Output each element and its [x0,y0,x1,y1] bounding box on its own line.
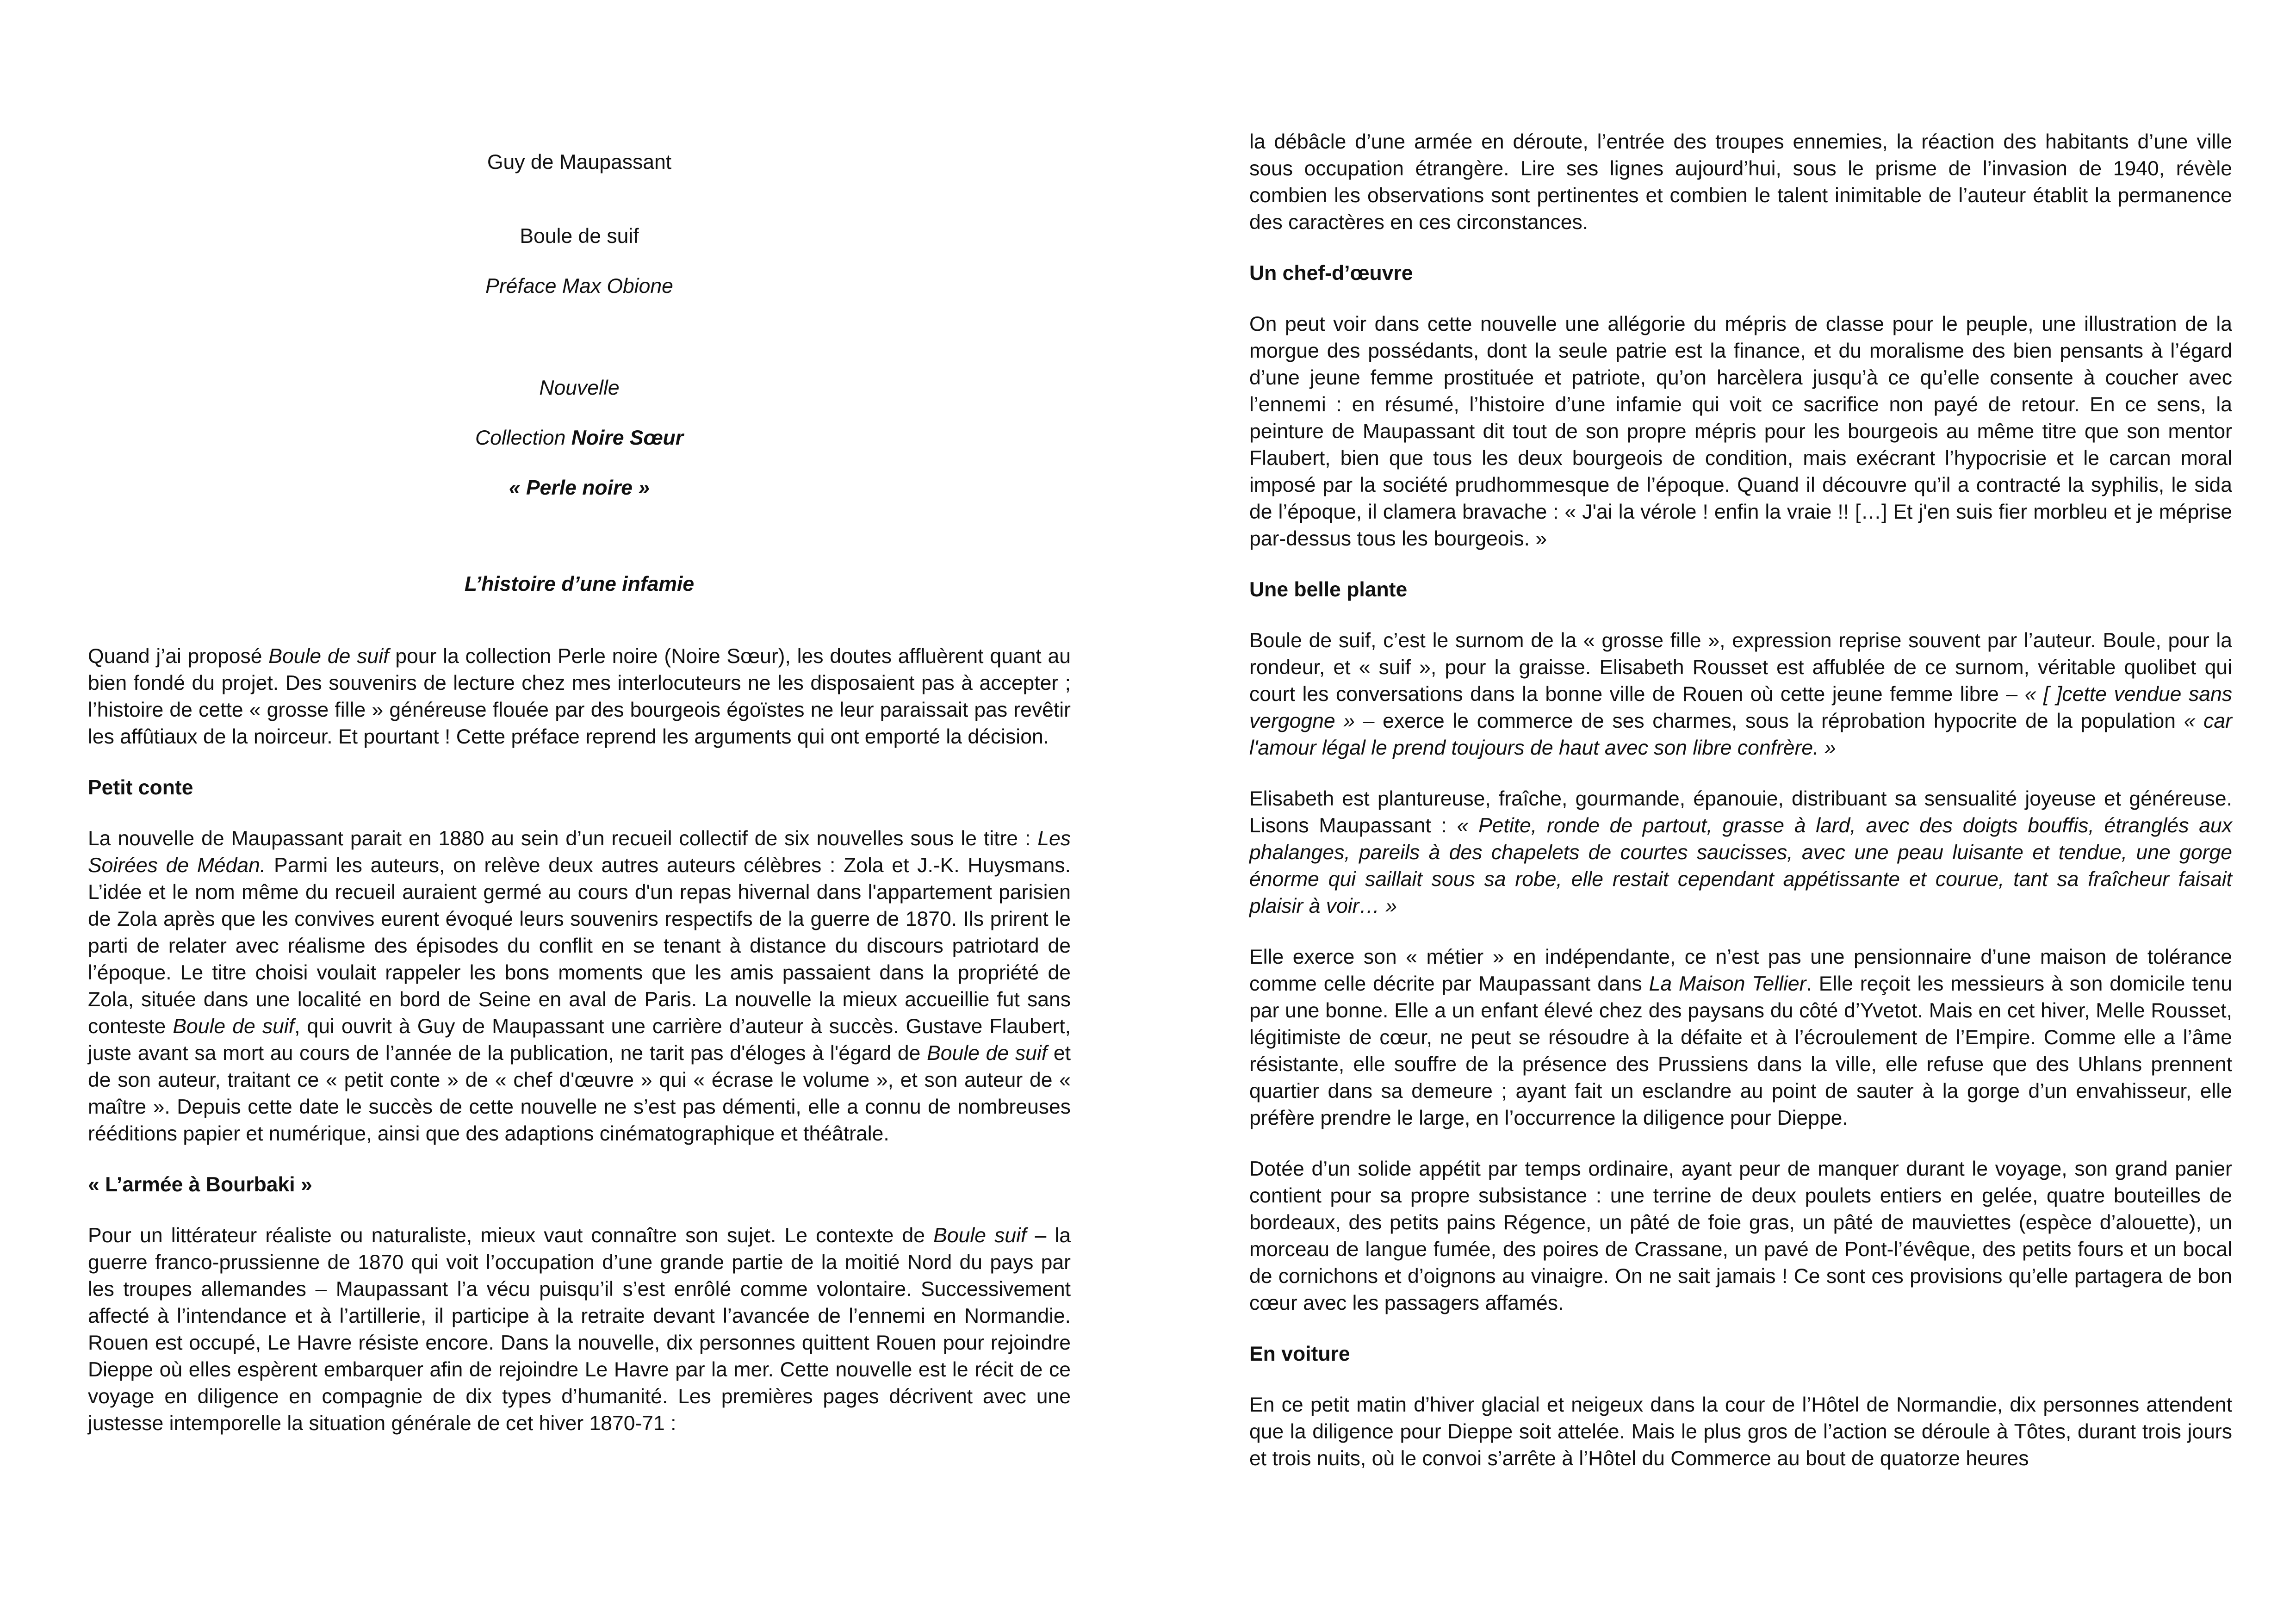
belle-plante-paragraph-1: Boule de suif, c’est le surnom de la « grosse fille », expression reprise souvent par l’auteur. Boule, pour la rondeur, et « suif », pour la graisse. Elisabeth Rousset est affublée de ce surnom, véritable quolibet qui court les conversations dans la bonne ville de Rouen où cette jeune femme libre – « [ ]cette vendue sans vergogne » – exerce le commerce de ses charmes, sous la réprobation hypocrite de la population « car l'amour légal le prend toujours de haut avec son libre confrère. » [1249,629,2232,759]
right-page [1148,0,2296,1623]
collection-name: Noire Sœur [571,427,684,449]
heading-chef-doeuvre: Un chef-d’œuvre [1249,262,1413,285]
en-voiture-paragraph: En ce petit matin d’hiver glacial et neigeux dans la cour de l’Hôtel de Normandie, dix personnes attendent que la diligence pour Dieppe soit attelée. Mais le plus gros de l’action se déroule à Tôtes, durant trois jours et trois nuits, où le convoi s’arrête à l’Hôtel du Commerce au bout de quatorze heures [1249,1394,2232,1470]
continuation-paragraph: la débâcle d’une armée en déroute, l’entrée des troupes ennemies, la réaction des habitants d’une ville sous occupation étrangère. Lire ses lignes aujourd’hui, sous le prisme de l’invasion de 1940, révèle combien les observations sont pertinentes et combien le talent inimitable de l’auteur établit la permanence des caractères en ces circonstances. [1249,130,2232,234]
genre-label: Nouvelle [539,377,620,399]
right-column [1249,129,2232,1496]
author-name: Guy de Maupassant [487,151,672,173]
preface-credit: Préface Max Obione [485,275,673,297]
belle-plante-paragraph-4: Dotée d’un solide appétit par temps ordinaire, ayant peur de manquer durant le voyage, son grand panier contient pour sa propre subsistance : une terrine de deux poulets entiers en gelée, quatre bouteilles de bordeaux, des petits pains Régence, un pâté de foie gras, un pâté de mauviettes (espèce d’alouette), un morceau de langue fumée, des poires de Crassane, un pavé de Pont-l’évêque, des petits fours et un bocal de cornichons et d’oignons au vinaigre. On ne sait jamais ! Ce sont ces provisions qu’elle partagera de bon cœur avec les passagers affamés. [1249,1158,2232,1314]
collection-prefix: Collection [475,427,571,449]
heading-armee-bourbaki: « L’armée à Bourbaki » [88,1173,312,1196]
chef-doeuvre-paragraph: On peut voir dans cette nouvelle une allégorie du mépris de classe pour le peuple, une illustration de la morgue des possédants, dont la seule patrie est la finance, et du moralisme des bien pensants à l’égard d’une jeune femme prostituée et patriote, qu’on harcèlera jusqu’à ce qu’elle consente à coucher avec l’ennemi : en résumé, l’histoire d’une infamie qui voit ce sacrifice non payé de retour. En ce sens, la peinture de Maupassant dit tout de son propre mépris pour les bourgeois au même titre que son mentor Flaubert, bien que tous les deux bourgeois de condition, mais exécrant l’hypocrisie et le carcan moral imposé par la société prudhommesque de l’époque. Quand il découvre qu’il a contracté la syphilis, le sida de l’époque, il clamera bravache : « J'ai la vérole ! enfin la vraie !! […] Et j'en suis fier morbleu et je méprise par-dessus tous les bourgeois. » [1249,313,2232,550]
preface-title: L’histoire d’une infamie [464,573,695,595]
belle-plante-paragraph-2: Elisabeth est plantureuse, fraîche, gourmande, épanouie, distribuant sa sensualité joyeuse et généreuse. Lisons Maupassant : « Petite, ronde de partout, grasse à lard, avec des doigts bouffis, étranglés aux phalanges, pareils à des chapelets de courtes saucisses, avec une peau luisante et tendue, une gorge énorme qui saillait sous sa robe, elle restait cependant appétissante et courue, tant sa fraîcheur faisait plaisir à voir… » [1249,787,2232,917]
heading-en-voiture: En voiture [1249,1343,1350,1365]
left-column [88,643,1071,1461]
book-title: Boule de suif [520,225,639,248]
heading-petit-conte: Petit conte [88,776,193,799]
series-name: « Perle noire » [509,477,650,499]
intro-paragraph: Quand j’ai proposé Boule de suif pour la collection Perle noire (Noire Sœur), les doutes affluèrent quant au bien fondé du projet. Des souvenirs de lecture chez mes interlocuteurs ne les disposaient pas à accepter ; l’histoire de cette « grosse fille » généreuse flouée par des bourgeois égoïstes ne leur paraissait pas revêtir les affûtiaux de la noirceur. Et pourtant ! Cette préface reprend les arguments qui ont emporté la décision. [88,645,1071,748]
heading-belle-plante: Une belle plante [1249,578,1408,601]
front-matter [88,149,1071,598]
petit-conte-paragraph: La nouvelle de Maupassant parait en 1880 au sein d’un recueil collectif de six nouvelles sous le titre : Les Soirées de Médan. Parmi les auteurs, on relève deux autres auteurs célèbres : Zola et J.-K. Huysmans. L’idée et le nom même du recueil auraient germé au cours d'un repas hivernal dans l'appartement parisien de Zola après que les convives eurent évoqué leurs souvenirs respectifs de la guerre de 1870. Ils prirent le parti de relater avec réalisme des épisodes du conflit en se tenant à distance du discours patriotard de l’époque. Le titre choisi voulait rappeler les bons moments que les amis passaient dans la propriété de Zola, située dans une localité en bord de Seine en aval de Paris. La nouvelle la mieux accueillie fut sans conteste Boule de suif, qui ouvrit à Guy de Maupassant une carrière d’auteur à succès. Gustave Flaubert, juste avant sa mort au cours de l’année de la publication, ne tarit pas d'éloges à l'égard de Boule de suif et de son auteur, traitant ce « petit conte » de « chef d'œuvre » qui « écrase le volume », et son auteur de « maître ». Depuis cette date le succès de cette nouvelle ne s’est pas démenti, elle a connu de nombreuses rééditions papier et numérique, ainsi que des adaptions cinématographique et théâtrale. [88,827,1071,1145]
collection-line [88,425,1071,452]
armee-paragraph: Pour un littérateur réaliste ou naturaliste, mieux vaut connaître son sujet. Le contexte de Boule suif – la guerre franco-prussienne de 1870 qui voit l’occupation d’une grande partie de la moitié Nord du pays par les troupes allemandes – Maupassant l’a vécu puisqu’il s’est enrôlé comme volontaire. Successivement affecté à l’intendance et à l’artillerie, il participe à la retraite devant l’avancée de l’ennemi en Normandie. Rouen est occupé, Le Havre résiste encore. Dans la nouvelle, dix personnes quittent Rouen pour rejoindre Dieppe où elles espèrent embarquer afin de rejoindre Le Havre par la mer. Cette nouvelle est le récit de ce voyage en diligence en compagnie de dix types d’humanité. Les premières pages décrivent avec une justesse intemporelle la situation générale de cet hiver 1870-71 : [88,1224,1071,1435]
belle-plante-paragraph-3: Elle exerce son « métier » en indépendante, ce n’est pas une pensionnaire d’une maison de tolérance comme celle décrite par Maupassant dans La Maison Tellier. Elle reçoit les messieurs à son domicile tenu par une bonne. Elle a un enfant élevé chez des paysans du côté d’Yvetot. Mais en cet hiver, Melle Rousset, légitimiste de cœur, ne peut se résoudre à la défaite et à l’écroulement de l’Empire. Comme elle a l’âme résistante, elle souffre de la présence des Prussiens dans la ville, elle refuse que des Uhlans prennent quartier dans sa demeure ; ayant fait un esclandre au point de sauter à la gorge d’un envahisseur, elle préfère prendre le large, en l’occurrence la diligence pour Dieppe. [1249,946,2233,1129]
